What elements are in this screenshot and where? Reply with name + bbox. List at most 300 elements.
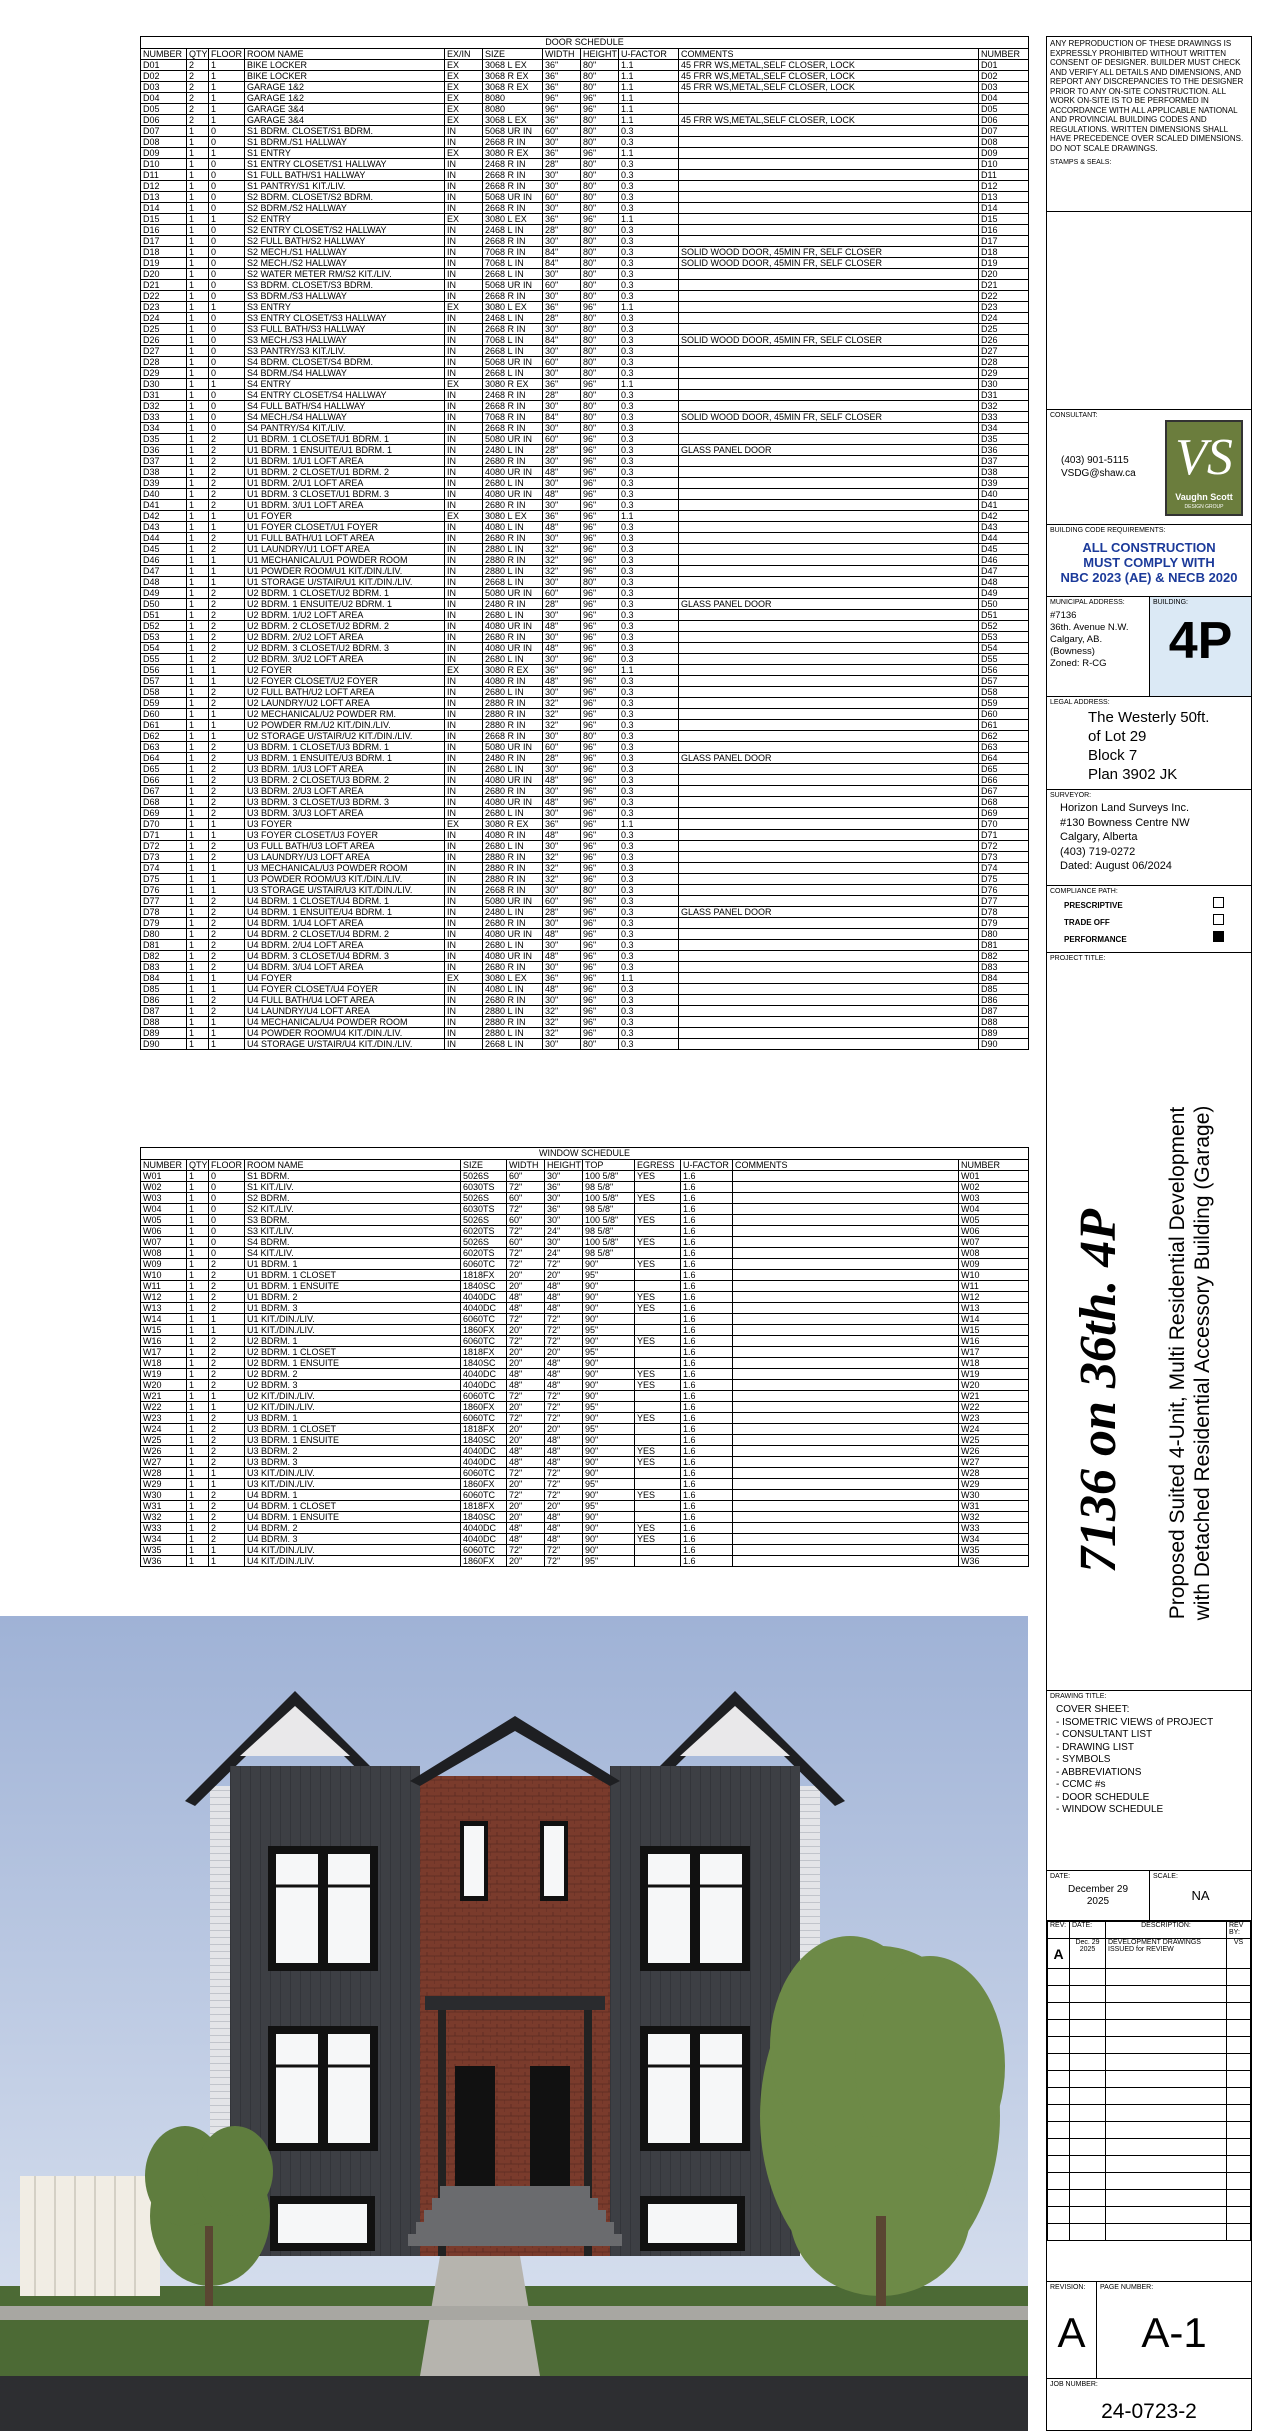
door-schedule-cell: D21	[979, 280, 1029, 291]
door-schedule-cell: 96"	[581, 698, 619, 709]
window-schedule-header	[141, 1160, 1029, 1171]
door-schedule-cell: 4080 UR IN	[483, 775, 543, 786]
door-schedule-cell: U4 FOYER CLOSET/U4 FOYER	[245, 984, 445, 995]
door-schedule-cell: 2668 R IN	[483, 885, 543, 896]
window-schedule-cell: S1 BDRM.	[245, 1171, 461, 1182]
door-schedule-cell: D38	[141, 467, 187, 478]
door-schedule-cell: IN	[445, 401, 483, 412]
revision-table-header	[1048, 1922, 1251, 1939]
door-schedule-cell: D62	[979, 731, 1029, 742]
window-schedule-cell: 98 5/8"	[583, 1182, 635, 1193]
window-schedule-cell: U3 KIT./DIN./LIV.	[245, 1468, 461, 1479]
door-schedule-cell: IN	[445, 632, 483, 643]
door-schedule-cell: 0.3	[619, 192, 679, 203]
door-schedule-cell	[679, 500, 979, 511]
rev-header-rev: REV:	[1048, 1922, 1070, 1939]
door-schedule-cell: 36"	[543, 60, 581, 71]
door-schedule-cell: 1	[187, 918, 209, 929]
door-schedule-cell: 1	[187, 1006, 209, 1017]
window-schedule-cell: U3 BDRM. 1	[245, 1413, 461, 1424]
window-schedule-cell: 1	[187, 1259, 209, 1270]
door-schedule-cell: IN	[445, 995, 483, 1006]
door-schedule-row	[141, 577, 1029, 588]
door-schedule-row	[141, 984, 1029, 995]
job-number-box	[1047, 2379, 1251, 2432]
door-schedule-header-cell: QTY	[187, 49, 209, 60]
window-schedule-cell: W07	[959, 1237, 1029, 1248]
door-schedule-cell: 7068 L IN	[483, 335, 543, 346]
door-schedule-row	[141, 819, 1029, 830]
window-schedule-cell: 1840SC	[461, 1512, 507, 1523]
window-schedule-cell: 1	[187, 1413, 209, 1424]
door-schedule-cell: 1	[209, 1039, 245, 1050]
door-schedule-cell: 2880 L IN	[483, 544, 543, 555]
door-schedule-cell: 3080 R EX	[483, 665, 543, 676]
revision-empty-cell	[1227, 2003, 1251, 2020]
door-schedule-row	[141, 302, 1029, 313]
revision-empty-row	[1048, 2207, 1251, 2224]
door-schedule-cell: S2 ENTRY	[245, 214, 445, 225]
door-schedule-cell: 0.3	[619, 984, 679, 995]
door-schedule-cell: 0.3	[619, 753, 679, 764]
window-schedule-cell: 4040DC	[461, 1523, 507, 1534]
door-schedule-cell: 2	[209, 995, 245, 1006]
door-schedule-cell: 2	[187, 115, 209, 126]
door-schedule-cell: D45	[141, 544, 187, 555]
door-schedule-cell: 0	[209, 346, 245, 357]
drawing-title-line: - CCMC #s	[1056, 1779, 1106, 1790]
compliance-prescriptive: PRESCRIPTIVE	[1064, 901, 1123, 910]
door-schedule-row	[141, 137, 1029, 148]
door-schedule-cell: D20	[979, 269, 1029, 280]
window-schedule-row	[141, 1413, 1029, 1424]
window-schedule-cell: W26	[141, 1446, 187, 1457]
door-schedule-cell: 1	[187, 808, 209, 819]
window-schedule-cell: W24	[141, 1424, 187, 1435]
door-schedule-cell: U2 MECHANICAL/U2 POWDER RM.	[245, 709, 445, 720]
door-schedule-cell	[679, 236, 979, 247]
door-schedule-cell: 2	[209, 786, 245, 797]
municipal-address	[1050, 610, 1146, 670]
door-schedule-cell: IN	[445, 797, 483, 808]
logo-name: Vaughn Scott	[1175, 492, 1233, 502]
window-schedule-cell	[635, 1545, 681, 1556]
door-schedule-cell: D77	[979, 896, 1029, 907]
window-schedule-cell: 0	[209, 1237, 245, 1248]
door-schedule-cell: 2668 R IN	[483, 236, 543, 247]
door-schedule-cell: 0.3	[619, 731, 679, 742]
door-schedule-cell: 1	[209, 720, 245, 731]
door-schedule-cell: SOLID WOOD DOOR, 45MIN FR, SELF CLOSER	[679, 412, 979, 423]
door-schedule-cell: D75	[141, 874, 187, 885]
window-schedule-cell: 1	[209, 1325, 245, 1336]
door-schedule-cell: IN	[445, 808, 483, 819]
door-schedule-cell: 0.3	[619, 324, 679, 335]
door-schedule-cell: 80"	[581, 181, 619, 192]
drawing-title-line: - DOOR SCHEDULE	[1056, 1791, 1150, 1803]
window-schedule-cell: 1860FX	[461, 1479, 507, 1490]
door-schedule-cell: U1 POWDER ROOM/U1 KIT./DIN./LIV.	[245, 566, 445, 577]
window-schedule-cell: W12	[141, 1292, 187, 1303]
window-schedule-cell	[733, 1204, 959, 1215]
revision-empty-cell	[1106, 1969, 1227, 1986]
window-schedule-cell: 1.6	[681, 1446, 733, 1457]
door-schedule-cell: 1	[209, 522, 245, 533]
door-schedule-cell: 36"	[543, 148, 581, 159]
door-schedule-cell: 1	[187, 1039, 209, 1050]
door-schedule-cell: 1	[187, 775, 209, 786]
door-schedule-cell: 5080 UR IN	[483, 434, 543, 445]
door-schedule-cell: D49	[979, 588, 1029, 599]
window-schedule-cell: 0	[209, 1182, 245, 1193]
rev-header-description: DESCRIPTION:	[1106, 1922, 1227, 1939]
consultant-email: VSDG@shaw.ca	[1061, 468, 1136, 479]
door-schedule-cell: 96"	[581, 544, 619, 555]
door-schedule-cell: EX	[445, 665, 483, 676]
door-schedule-cell: 96"	[581, 907, 619, 918]
municipal-line: 36th. Avenue N.W.	[1050, 622, 1129, 633]
door-schedule-cell	[679, 1017, 979, 1028]
window-schedule-cell	[733, 1171, 959, 1182]
door-schedule-cell	[679, 137, 979, 148]
door-schedule-row	[141, 93, 1029, 104]
door-schedule-cell: IN	[445, 720, 483, 731]
project-title: 7136 on 36th. 4P	[1070, 1208, 1127, 1573]
door-schedule-cell	[679, 808, 979, 819]
door-schedule-cell: 80"	[581, 60, 619, 71]
revision-empty-cell	[1227, 2020, 1251, 2037]
door-schedule-cell: D09	[979, 148, 1029, 159]
door-schedule-cell: D26	[979, 335, 1029, 346]
window-schedule-cell	[733, 1380, 959, 1391]
door-schedule-cell: 30"	[543, 962, 581, 973]
door-schedule-row	[141, 929, 1029, 940]
door-schedule-cell: 8080	[483, 93, 543, 104]
door-schedule-row	[141, 159, 1029, 170]
window-schedule-cell: 5026S	[461, 1215, 507, 1226]
window-schedule-cell: 1	[187, 1182, 209, 1193]
window-schedule-cell: 1840SC	[461, 1358, 507, 1369]
door-schedule-row	[141, 632, 1029, 643]
door-schedule-cell: 2	[187, 60, 209, 71]
window-schedule-cell: 95"	[583, 1347, 635, 1358]
door-schedule-cell: U3 LAUNDRY/U3 LOFT AREA	[245, 852, 445, 863]
door-schedule-cell: 96"	[581, 709, 619, 720]
window-schedule-cell: 1	[187, 1468, 209, 1479]
door-schedule-cell: 60"	[543, 434, 581, 445]
window-schedule-cell: 48"	[507, 1369, 545, 1380]
window-schedule-cell	[635, 1314, 681, 1325]
door-schedule-row	[141, 192, 1029, 203]
door-schedule-cell: 1	[209, 115, 245, 126]
door-schedule-header-cell: FLOOR	[209, 49, 245, 60]
door-schedule-cell: D90	[979, 1039, 1029, 1050]
window-schedule-cell: W03	[959, 1193, 1029, 1204]
door-schedule-cell: 1	[209, 104, 245, 115]
door-schedule-cell: D29	[979, 368, 1029, 379]
door-schedule-cell: 1	[187, 874, 209, 885]
door-schedule-cell: 30"	[543, 236, 581, 247]
window-schedule-cell: W17	[141, 1347, 187, 1358]
window-schedule-cell: W18	[959, 1358, 1029, 1369]
window-schedule-cell: 1	[187, 1303, 209, 1314]
code-box	[1047, 525, 1251, 597]
window-schedule-cell: W34	[959, 1534, 1029, 1545]
legal-box	[1047, 697, 1251, 790]
door-schedule-cell: 2	[209, 742, 245, 753]
revision-empty-cell	[1106, 2173, 1227, 2190]
window-schedule-cell: W06	[141, 1226, 187, 1237]
window-schedule-header-cell: EGRESS	[635, 1160, 681, 1171]
door-schedule-cell: 96"	[581, 522, 619, 533]
door-schedule-row	[141, 687, 1029, 698]
door-schedule-cell	[679, 841, 979, 852]
revision-empty-cell	[1227, 2207, 1251, 2224]
revision-empty-cell	[1070, 2156, 1106, 2173]
door-schedule-cell: GARAGE 1&2	[245, 82, 445, 93]
door-schedule-row	[141, 104, 1029, 115]
window-schedule-cell: 1860FX	[461, 1556, 507, 1567]
door-schedule-cell	[679, 830, 979, 841]
revision-empty-row	[1048, 2054, 1251, 2071]
door-schedule-cell: D71	[141, 830, 187, 841]
door-schedule-cell: 96"	[581, 676, 619, 687]
window-schedule-cell: W33	[141, 1523, 187, 1534]
door-schedule-row	[141, 423, 1029, 434]
window-schedule-cell: 1	[187, 1534, 209, 1545]
revision-empty-cell	[1070, 2088, 1106, 2105]
door-schedule-cell: D23	[979, 302, 1029, 313]
door-schedule-cell: IN	[445, 852, 483, 863]
window-schedule-cell: 90"	[583, 1259, 635, 1270]
door-schedule-cell: 1.1	[619, 82, 679, 93]
window-schedule-cell	[733, 1556, 959, 1567]
door-schedule-cell: 5068 UR IN	[483, 280, 543, 291]
door-schedule-cell: EX	[445, 379, 483, 390]
window-schedule-header-cell: HEIGHT	[545, 1160, 583, 1171]
door-schedule-cell: 2668 R IN	[483, 423, 543, 434]
door-schedule-cell: U2 POWDER RM./U2 KIT./DIN./LIV.	[245, 720, 445, 731]
door-schedule-cell: 80"	[581, 280, 619, 291]
revision-empty-cell	[1227, 2054, 1251, 2071]
door-schedule-row	[141, 214, 1029, 225]
door-schedule-row	[141, 368, 1029, 379]
window-schedule-cell: U3 BDRM. 2	[245, 1446, 461, 1457]
door-schedule-cell: IN	[445, 357, 483, 368]
revision-empty-cell	[1048, 1969, 1070, 1986]
window-schedule-cell: 6060TC	[461, 1413, 507, 1424]
door-schedule-cell: U1 BDRM. 1 ENSUITE/U1 BDRM. 1	[245, 445, 445, 456]
door-schedule-cell: 0.3	[619, 907, 679, 918]
door-schedule-cell: 1	[187, 896, 209, 907]
door-schedule-cell: EX	[445, 511, 483, 522]
window-schedule-cell: W22	[141, 1402, 187, 1413]
window-schedule-cell: YES	[635, 1413, 681, 1424]
window-schedule-cell	[733, 1424, 959, 1435]
door-schedule-cell: D26	[141, 335, 187, 346]
door-schedule-cell: S4 BDRM. CLOSET/S4 BDRM.	[245, 357, 445, 368]
window-schedule-cell: W08	[959, 1248, 1029, 1259]
window-schedule-cell: 95"	[583, 1325, 635, 1336]
window-schedule-cell: 1	[187, 1402, 209, 1413]
window-schedule-cell: 1818FX	[461, 1501, 507, 1512]
door-schedule-cell: 0.3	[619, 1039, 679, 1050]
window-schedule-cell	[733, 1325, 959, 1336]
revision-empty-cell	[1048, 2020, 1070, 2037]
door-schedule-cell: 36"	[543, 511, 581, 522]
disclaimer-text: ANY REPRODUCTION OF THESE DRAWINGS IS EXPRESSLY PROHIBITED WITHOUT WRITTEN CONSENT OF DESIGNER. BUILDER MUST CHECK AND VERIFY ALL DETAILS AND DIMENSIONS, AND REPORT ANY DISCREPANCIES TO THE DESIGNER PRIOR TO ANY ON-SITE CONSTRUCTION. ALL WORK ON-SITE IS TO BE PERFORMED IN ACCORDANCE WITH ALL APPLICABLE NATIONAL AND PROVINCIAL BUILDING CODES AND REGULATIONS. WRITTEN DIMENSIONS SHALL HAVE PRECEDENCE OVER SCALED DIMENSIONS. DO NOT SCALE DRAWINGS.	[1050, 39, 1244, 153]
door-schedule-row	[141, 313, 1029, 324]
door-schedule-row	[141, 797, 1029, 808]
door-schedule-cell: 0.3	[619, 434, 679, 445]
window-schedule-cell: W15	[141, 1325, 187, 1336]
door-schedule-cell: D57	[979, 676, 1029, 687]
door-schedule-cell: D15	[979, 214, 1029, 225]
door-schedule-cell: 2668 L IN	[483, 346, 543, 357]
door-schedule-cell: 30"	[543, 346, 581, 357]
window-schedule-header-cell: QTY	[187, 1160, 209, 1171]
compliance-box	[1047, 886, 1251, 953]
door-schedule-cell: 96"	[581, 302, 619, 313]
door-schedule-cell: U2 FOYER CLOSET/U2 FOYER	[245, 676, 445, 687]
door-schedule-cell: 0.3	[619, 269, 679, 280]
window-schedule-cell: 20"	[507, 1435, 545, 1446]
door-schedule-cell: 0	[209, 280, 245, 291]
revision-empty-cell	[1106, 2224, 1227, 2241]
door-schedule-cell: S1 BDRM. CLOSET/S1 BDRM.	[245, 126, 445, 137]
door-schedule-cell: 2	[209, 808, 245, 819]
door-schedule-cell	[679, 676, 979, 687]
door-schedule-cell: 30"	[543, 1039, 581, 1050]
door-schedule-cell: 2668 R IN	[483, 181, 543, 192]
door-schedule-row	[141, 522, 1029, 533]
rev-letter: A	[1048, 1939, 1070, 1969]
door-schedule-cell	[679, 544, 979, 555]
window-schedule-row	[141, 1446, 1029, 1457]
window-schedule-cell: W02	[141, 1182, 187, 1193]
door-schedule-cell	[679, 852, 979, 863]
window-schedule-cell: 48"	[507, 1303, 545, 1314]
revision-empty-cell	[1106, 2156, 1227, 2173]
door-schedule-cell: 2680 R IN	[483, 632, 543, 643]
window-schedule-cell: 6030TS	[461, 1204, 507, 1215]
door-schedule-cell: 2	[209, 775, 245, 786]
door-schedule-cell: EX	[445, 60, 483, 71]
revision-empty-cell	[1227, 2190, 1251, 2207]
door-schedule-cell: 1	[187, 786, 209, 797]
door-schedule-cell: 30"	[543, 808, 581, 819]
revision-empty-cell	[1106, 2003, 1227, 2020]
window-schedule-cell: 72"	[545, 1556, 583, 1567]
revision-empty-cell	[1048, 2037, 1070, 2054]
window-schedule-cell: 1818FX	[461, 1424, 507, 1435]
door-schedule-header-cell: NUMBER	[979, 49, 1029, 60]
surveyor-details	[1060, 801, 1248, 874]
door-schedule-row	[141, 918, 1029, 929]
door-schedule-row	[141, 874, 1029, 885]
door-schedule-cell: D63	[979, 742, 1029, 753]
door-schedule-cell: D14	[141, 203, 187, 214]
door-schedule-cell: 2	[209, 610, 245, 621]
window-schedule-cell: W28	[959, 1468, 1029, 1479]
door-schedule-cell: U1 BDRM. 3 CLOSET/U1 BDRM. 3	[245, 489, 445, 500]
window-schedule-cell: W16	[959, 1336, 1029, 1347]
window-schedule-cell: 2	[209, 1512, 245, 1523]
door-schedule-cell: D57	[141, 676, 187, 687]
project-label: PROJECT TITLE:	[1050, 955, 1106, 962]
door-schedule-cell: 2	[209, 962, 245, 973]
door-schedule-cell: IN	[445, 687, 483, 698]
door-schedule-cell: D61	[979, 720, 1029, 731]
door-schedule-cell: 0.3	[619, 390, 679, 401]
door-schedule-cell: D50	[141, 599, 187, 610]
door-schedule-cell: 3068 L EX	[483, 60, 543, 71]
door-schedule-cell: 0	[209, 324, 245, 335]
door-schedule-cell: 2680 R IN	[483, 918, 543, 929]
window-schedule-cell: W28	[141, 1468, 187, 1479]
window-schedule-cell: W11	[141, 1281, 187, 1292]
door-schedule-cell: 1	[187, 225, 209, 236]
door-schedule-cell: 30"	[543, 170, 581, 181]
door-schedule-cell: 80"	[581, 368, 619, 379]
window-schedule-cell: U3 BDRM. 1 ENSUITE	[245, 1435, 461, 1446]
project-subtitle-line-1: Proposed Suited 4-Unit, Multi Residential Development	[1166, 1106, 1189, 1620]
door-schedule-header-cell: EX/IN	[445, 49, 483, 60]
revision-empty-cell	[1106, 2037, 1227, 2054]
window-schedule-cell: S3 KIT./LIV.	[245, 1226, 461, 1237]
door-schedule-cell: 80"	[581, 126, 619, 137]
door-schedule-cell: 96"	[581, 973, 619, 984]
window-schedule-cell: U1 BDRM. 1 CLOSET	[245, 1270, 461, 1281]
window-schedule-cell: W19	[959, 1369, 1029, 1380]
door-schedule-cell: D43	[141, 522, 187, 533]
door-schedule-cell: 2880 R IN	[483, 852, 543, 863]
window-schedule-cell	[635, 1226, 681, 1237]
door-schedule-row	[141, 830, 1029, 841]
window-schedule-cell: 20"	[545, 1424, 583, 1435]
window-schedule-cell: U2 KIT./DIN./LIV.	[245, 1391, 461, 1402]
door-schedule-cell: 2668 R IN	[483, 203, 543, 214]
door-schedule-cell: 2680 L IN	[483, 478, 543, 489]
door-schedule-cell: 0.3	[619, 709, 679, 720]
window-schedule-cell: 1	[187, 1501, 209, 1512]
door-schedule-cell: U3 BDRM. 1/U3 LOFT AREA	[245, 764, 445, 775]
door-schedule-cell: D88	[979, 1017, 1029, 1028]
door-schedule-row	[141, 225, 1029, 236]
door-schedule-row	[141, 280, 1029, 291]
window-schedule-cell: 0	[209, 1193, 245, 1204]
door-schedule-cell: 1	[187, 577, 209, 588]
door-schedule-cell: 30"	[543, 533, 581, 544]
door-schedule-cell: S4 ENTRY CLOSET/S4 HALLWAY	[245, 390, 445, 401]
door-schedule-cell: D04	[979, 93, 1029, 104]
window-schedule-cell	[635, 1270, 681, 1281]
door-schedule-cell: U2 BDRM. 3 CLOSET/U2 BDRM. 3	[245, 643, 445, 654]
door-schedule-row	[141, 1028, 1029, 1039]
door-schedule-cell: 2668 R IN	[483, 401, 543, 412]
window-schedule-cell: YES	[635, 1457, 681, 1468]
window-schedule-cell: 4040DC	[461, 1369, 507, 1380]
door-schedule-cell: 96"	[581, 874, 619, 885]
revision-empty-cell	[1227, 2173, 1251, 2190]
door-schedule-cell: S3 BDRM./S3 HALLWAY	[245, 291, 445, 302]
door-schedule-cell: U1 STORAGE U/STAIR/U1 KIT./DIN./LIV.	[245, 577, 445, 588]
door-schedule-row	[141, 456, 1029, 467]
door-schedule-cell: 96"	[581, 610, 619, 621]
door-schedule-cell: 28"	[543, 159, 581, 170]
door-schedule-row	[141, 995, 1029, 1006]
window-schedule-cell: 1.6	[681, 1314, 733, 1325]
